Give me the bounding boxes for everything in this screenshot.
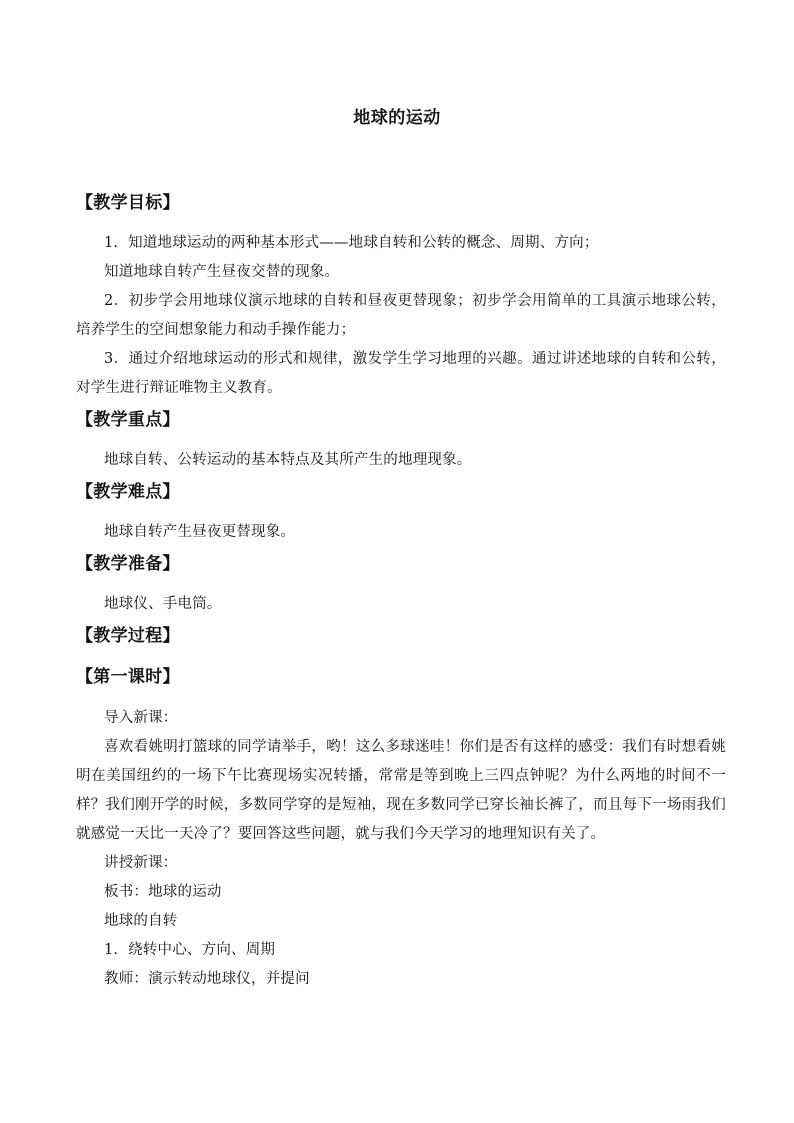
section-objectives [76, 189, 726, 217]
difficulties-body [76, 518, 726, 547]
heading-objectives: 【教学目标】 [76, 193, 180, 213]
heading-lesson1: 【第一课时】 [76, 667, 180, 687]
intro-paragraph: 喜欢看姚明打篮球的同学请举手，哟！这么多球迷哇！你们是否有这样的感受：我们有时想看姚明在美国纽约的一场下午比赛现场实况转播，常常是等到晚上三四点钟呢？为什么两地的时间不一样？我们刚开学的时候，多数同学穿的是短袖，现在多数同学已穿长袖长裤了，而且每下一场雨我们就感觉一天比一天冷了？要回答这些问题，就与我们今天学习的地理知识有关了。 [76, 739, 726, 842]
difficulties-text: 地球自转产生昼夜更替现象。 [104, 524, 296, 540]
teacher-text: 教师：演示转动地球仪，并提问 [104, 971, 310, 987]
section-difficulties [76, 478, 726, 506]
objective-item-2: 2．初步学会用地球仪演示地球的自转和昼夜更替现象；初步学会用简单的工具演示地球公转，培养学生的空间想象能力和动手操作能力； [76, 293, 726, 338]
lesson1-body [76, 704, 726, 994]
heading-difficulties: 【教学难点】 [76, 482, 180, 502]
key-points-text: 地球自转、公转运动的基本特点及其所产生的地理现象。 [104, 452, 472, 468]
heading-process: 【教学过程】 [76, 626, 180, 646]
preparation-text: 地球仪、手电筒。 [104, 596, 222, 612]
objective-item-3: 3．通过介绍地球运动的形式和规律，激发学生学习地理的兴趣。通过讲述地球的自转和公转，对学生进行辩证唯物主义教育。 [76, 351, 726, 396]
section-preparation [76, 550, 726, 578]
objective-item-1-cont: 知道地球自转产生昼夜交替的现象。 [104, 264, 340, 280]
board-text: 板书：地球的运动 [104, 884, 222, 900]
preparation-body [76, 590, 726, 619]
heading-key-points: 【教学重点】 [76, 410, 180, 430]
key-points-body [76, 446, 726, 475]
page-title: 地球的运动 [353, 108, 441, 128]
section-key-points [76, 406, 726, 434]
intro-label: 导入新课： [104, 710, 178, 726]
heading-preparation: 【教学准备】 [76, 554, 180, 574]
objective-item-1: 1．知道地球运动的两种基本形式——地球自转和公转的概念、周期、方向； [104, 235, 599, 251]
objectives-list [76, 229, 726, 403]
section-process [76, 622, 726, 650]
subtopic: 地球的自转 [104, 913, 178, 929]
point-1: 1．绕转中心、方向、周期 [104, 942, 276, 958]
new-lesson-label: 讲授新课： [104, 855, 178, 871]
section-lesson1 [76, 663, 726, 691]
